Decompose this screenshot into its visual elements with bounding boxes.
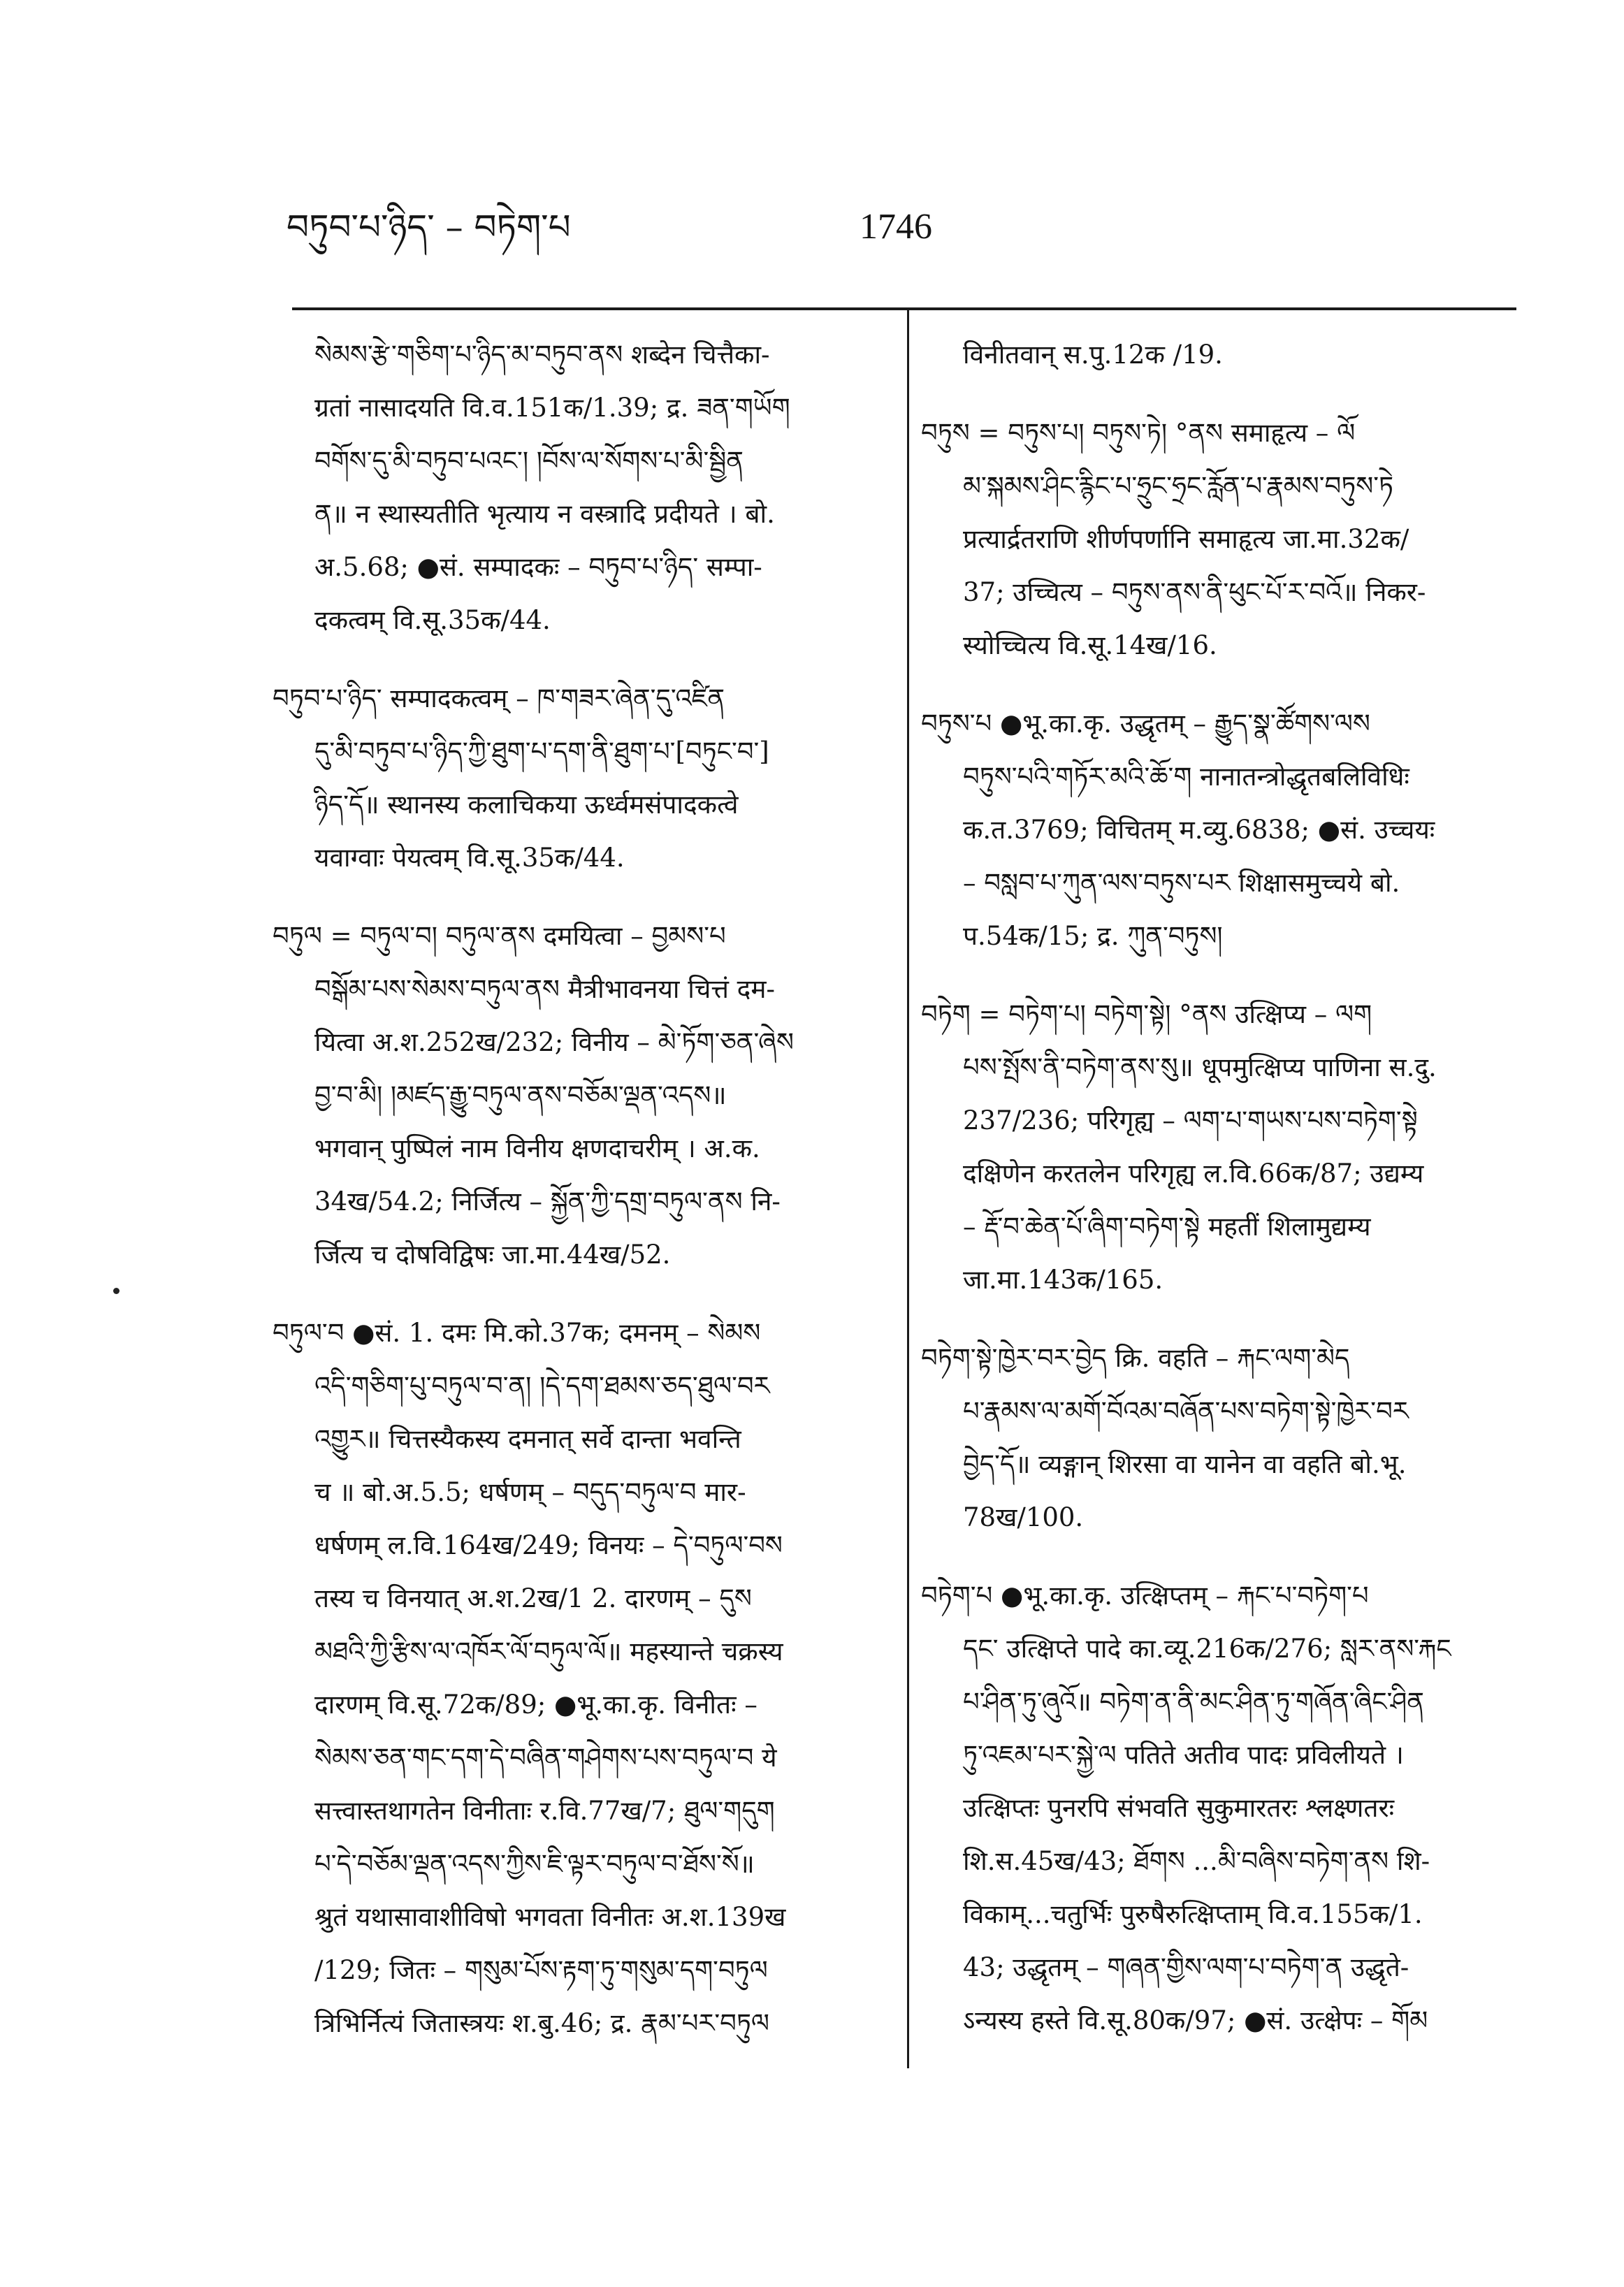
entry-line: དུ་མི་བཏུབ་པ་ཉིད་ཀྱི་ཐུག་པ་དག་ནི་ཐུག་པ་[བཏུང་བ་] bbox=[314, 736, 769, 767]
entry-line: उत्क्षिप्तः पुनरपि संभवति सुकुमारतरः श्लक्ष्णतरः bbox=[963, 1793, 1395, 1823]
entry-line: ग्रतां नासादयति वि.व.151क/1.39; द्र. ཟན་གཡོག bbox=[314, 393, 790, 423]
entry-line: པ་དེ་བཅོམ་ལྡན་འདས་ཀྱིས་ཇི་ལྟར་བཏུལ་བ་ཐོས་སོ॥ bbox=[314, 1849, 755, 1879]
entry-line: त्रिभिर्नित्यं जितास्त्रयः श.बु.46; द्र. རྣམ་པར་བཏུལ bbox=[314, 2008, 769, 2038]
entry-line: जा.मा.143क/165. bbox=[963, 1265, 1163, 1295]
column-divider bbox=[907, 307, 909, 2068]
entry-line: /129; जितः – གསུམ་པོས་རྟག་ཏུ་གསུམ་དག་བཏུལ bbox=[314, 1955, 768, 1985]
header-rule bbox=[292, 307, 1516, 310]
entry-line: ན॥ न स्थास्यतीति भृत्याय न वस्त्रादि प्रदीयते । बो. bbox=[314, 499, 775, 529]
entry-line: སེམས་ཅན་གང་དག་དེ་བཞིན་གཤེགས་པས་བཏུལ་བ ये bbox=[314, 1743, 777, 1773]
entry-line: བྱ་བ་མི། །མཛད་རྒྱུ་བཏུལ་ནས་བཅོམ་ལྡན་འདས॥ bbox=[314, 1080, 727, 1110]
entry-line: དང་ उत्क्षिप्ते पादे का.व्यू.216क/276; སླར་ནས་རྐང bbox=[963, 1634, 1451, 1664]
dictionary-entry bbox=[273, 910, 873, 1282]
entry-headword-line: བཏེག་སྟེ་ཁྱེར་བར་བྱེད क्रि. वहति – རྐང་ལག་མེད bbox=[921, 1343, 1350, 1373]
dictionary-entry bbox=[921, 328, 1529, 382]
entry-line: 37; उच्चित्य – བཏུས་ནས་ནི་ཕུང་པོ་ར་བའོ॥ निकर- bbox=[963, 577, 1426, 607]
left-column bbox=[273, 328, 873, 2117]
entry-line: པ་ཤིན་ཏུ་ཞུའོ॥ བཏེག་ན་ནི་མང་ཤིན་ཏུ་གཞོན་ཞིང་ཤིན bbox=[963, 1687, 1424, 1717]
entry-headword-line: བཏེག་པ ●भू.का.कृ. उत्क्षिप्तम् – རྐང་པ་བཏེག་པ bbox=[921, 1581, 1369, 1611]
entry-line: भगवान् पुष्पिलं नाम विनीय क्षणदाचरीम् । अ.क. bbox=[314, 1133, 760, 1163]
entry-line: र्जित्य च दोषविद्विषः जा.मा.44ख/52. bbox=[314, 1240, 671, 1270]
entry-line: འགྱུར॥ चित्तस्यैकस्य दमनात् सर्वे दान्ता भवन्ति bbox=[314, 1424, 741, 1454]
entry-line: – རྡོ་བ་ཆེན་པོ་ཞིག་བཏེག་སྟེ महतीं शिलामुद्यम्य bbox=[963, 1212, 1371, 1242]
entry-line: 237/236; परिगृह्य – ལག་པ་གཡས་པས་བཏེག་སྟེ bbox=[963, 1105, 1418, 1135]
entry-headword-line: བཏུས = བཏུས་པ། བཏུས་ཏེ། °ནས समाहृत्य – ལོ bbox=[921, 418, 1356, 448]
entry-line: མཐའི་ཀྱི་རྩིས་ལ་འཁོར་ལོ་བཏུལ་ལོ॥ महस्यान्ते चक्रस्य bbox=[314, 1636, 783, 1667]
entry-line: क.त.3769; विचितम् म.व्यु.6838; ●सं. उच्चयः bbox=[963, 815, 1435, 845]
entry-line: བགོས་དུ་མི་བཏུབ་པའང་། །བོས་ལ་སོགས་པ་མི་སྦྱིན bbox=[314, 446, 744, 476]
entry-line: दक्षिणेन करतलेन परिगृह्य ल.वि.66क/87; उद्यम्य bbox=[963, 1159, 1424, 1189]
entry-headword-line: བཏུབ་པ་ཉིད་ सम्पादकत्वम् – ཁ་གཟར་ཞེན་དུ་འཛིན bbox=[273, 683, 725, 713]
entry-line: विकाम्...चतुर्भिः पुरुषैरुत्क्षिप्ताम् वि.व.155क/1. bbox=[963, 1899, 1423, 1929]
entry-line: 78ख/100. bbox=[963, 1502, 1084, 1532]
entry-line: ཏུ་འཇམ་པར་སྐྱེ་ལ पतिते अतीव पादः प्रविलीयते । bbox=[963, 1740, 1404, 1770]
entry-line: स्योच्चित्य वि.सू.14ख/16. bbox=[963, 630, 1217, 660]
entry-line: यित्वा अ.श.252ख/232; विनीय – མེ་ཏོག་ཅན་ཞེས bbox=[314, 1027, 794, 1057]
entry-line: 34ख/54.2; निर्जित्य – སྐྱོན་ཀྱི་དགྲ་བཏུལ་ནས नि- bbox=[314, 1186, 781, 1217]
entry-line: विनीतवान् स.पु.12क /19. bbox=[963, 340, 1223, 370]
entry-line: འདི་གཅིག་པུ་བཏུལ་བ་ན། །དེ་དག་ཐམས་ཅད་ཐུལ་བར bbox=[314, 1371, 770, 1401]
dictionary-entry bbox=[921, 1332, 1529, 1544]
running-head: བཏུབ་པ་ཉིད་ – བཏེག་པ bbox=[287, 207, 571, 247]
entry-line: सत्त्वास्तथागतेन विनीताः र.वि.77ख/7; ཐུལ་གདུག bbox=[314, 1796, 775, 1826]
dictionary-entry bbox=[273, 1307, 873, 2050]
page-header bbox=[287, 203, 1516, 259]
entry-line: ཉིད་དོ॥ स्थानस्य कलाचिकया ऊर्ध्वमसंपादकत्वे bbox=[314, 790, 739, 820]
entry-line: प.54क/15; द्र. ཀུན་བཏུས། bbox=[963, 921, 1223, 951]
dictionary-entry bbox=[921, 988, 1529, 1307]
entry-line: པ་རྣམས་ལ་མགོ་བོའམ་བཞོན་པས་བཏེག་སྟེ་ཁྱེར་བར bbox=[963, 1396, 1409, 1426]
entry-line: श्रुतं यथासावाशीविषो भगवता विनीतः अ.श.139ख bbox=[314, 1902, 786, 1932]
entry-line: शि.स.45ख/43; ཐོགས ...མི་བཞིས་བཏེག་ནས शि- bbox=[963, 1846, 1430, 1876]
entry-line: प्रत्यार्द्रतराणि शीर्णपर्णानि समाहृत्य जा.मा.32क/ bbox=[963, 524, 1409, 554]
entry-line: པས་སྤོས་ནི་བཏེག་ནས་སུ॥ धूपमुत्क्षिप्य पाणिना स.दु. bbox=[963, 1052, 1437, 1082]
entry-line: च ॥ बो.अ.5.5; धर्षणम् – བདུད་བཏུལ་བ मार- bbox=[314, 1477, 746, 1507]
margin-dot bbox=[113, 1288, 119, 1294]
right-column bbox=[921, 328, 1529, 2117]
entry-headword-line: བཏེག = བཏེག་པ། བཏེག་སྟེ། °ནས उत्क्षिप्य – ལག bbox=[921, 999, 1372, 1029]
entry-line: མ་སྐམས་ཤིང་རྙིང་པ་ཧྲུང་ཧྲང་རློན་པ་རྣམས་བཏུས་ཏེ bbox=[963, 471, 1393, 501]
dictionary-entry bbox=[921, 1569, 1529, 2047]
entry-line: दकत्वम् वि.सू.35क/44. bbox=[314, 605, 551, 635]
entry-line: བསྒོམ་པས་སེམས་བཏུལ་ནས मैत्रीभावनया चित्तं दम- bbox=[314, 974, 775, 1004]
entry-line: यवाग्वाः पेयत्वम् वि.सू.35क/44. bbox=[314, 843, 625, 873]
dictionary-entry bbox=[921, 697, 1529, 963]
entry-line: अ.5.68; ●सं. सम्पादकः – བཏུབ་པ་ཉིད་ सम्पा- bbox=[314, 552, 762, 582]
entry-line: 43; उद्धृतम् – གཞན་གྱིས་ལག་པ་བཏེག་ན उद्धृते- bbox=[963, 1952, 1409, 1982]
entry-line: दारणम् वि.सू.72क/89; ●भू.का.कृ. विनीतः – bbox=[314, 1690, 757, 1720]
entry-headword-line: བཏུལ་བ ●सं. 1. दमः मि.को.37क; दमनम् – སེམས bbox=[273, 1318, 761, 1348]
dictionary-entry bbox=[921, 407, 1529, 672]
page-number: 1746 bbox=[860, 207, 932, 247]
dictionary-entry bbox=[273, 672, 873, 885]
entry-line: – བསླབ་པ་ཀུན་ལས་བཏུས་པར शिक्षासमुच्चये बो. bbox=[963, 868, 1400, 898]
entry-line: སེམས་རྩེ་གཅིག་པ་ཉིད་མ་བཏུབ་ནས शब्देन चित्तैका- bbox=[314, 340, 770, 370]
entry-line: ऽन्यस्य हस्ते वि.सू.80क/97; ●सं. उत्क्षेपः – གོམ bbox=[963, 2005, 1428, 2035]
entry-headword-line: བཏུལ = བཏུལ་བ། བཏུལ་ནས दमयित्वा – བྱམས་པ bbox=[273, 921, 726, 951]
entry-line: तस्य च विनयात् अ.श.2ख/1 2. दारणम् – དུས bbox=[314, 1583, 752, 1613]
entry-line: धर्षणम् ल.वि.164ख/249; विनयः – དེ་བཏུལ་བས bbox=[314, 1530, 783, 1560]
entry-headword-line: བཏུས་པ ●भू.का.कृ. उद्धृतम् – རྒྱུད་སྣ་ཚོགས་ལས bbox=[921, 709, 1370, 739]
dictionary-entry bbox=[273, 328, 873, 647]
entry-line: བྱེད་དོ॥ व्यङ्गान् शिरसा वा यानेन वा वहति बो.भू. bbox=[963, 1449, 1407, 1479]
entry-line: བཏུས་པའི་གཏོར་མའི་ཆོ་ག नानातन्त्रोद्धृतबलिविधिः bbox=[963, 762, 1409, 792]
